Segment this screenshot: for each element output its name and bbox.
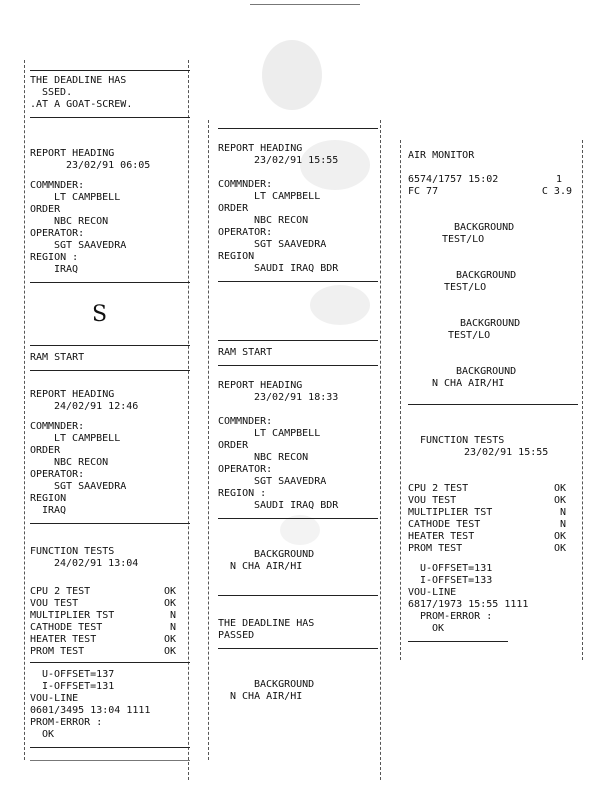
background-block bbox=[218, 679, 378, 703]
commander-label: COMMNDER: bbox=[218, 179, 273, 190]
report-datetime: 23/02/91 15:55 bbox=[254, 155, 339, 166]
test-row bbox=[408, 483, 578, 495]
column-edge-line bbox=[582, 140, 583, 660]
function-tests-block bbox=[408, 435, 578, 642]
deadline-line: PASSED bbox=[218, 630, 255, 641]
ram-start-label: RAM START bbox=[30, 352, 85, 363]
test-name: PROM TEST bbox=[408, 543, 463, 554]
background-block bbox=[408, 366, 578, 390]
prom-error-value: OK bbox=[42, 729, 55, 740]
background-value: TEST/LO bbox=[444, 282, 487, 293]
test-result: N bbox=[559, 519, 566, 530]
order-label: ORDER bbox=[218, 440, 249, 451]
test-result: N bbox=[169, 622, 176, 633]
report-heading-title: REPORT HEADING bbox=[30, 148, 115, 159]
background-block bbox=[408, 270, 578, 294]
test-name: CATHODE TEST bbox=[408, 519, 481, 530]
column-edge-line bbox=[208, 120, 209, 760]
background-label: BACKGROUND bbox=[254, 679, 315, 690]
report-heading-block bbox=[30, 148, 190, 276]
operator-value: SGT SAAVEDRA bbox=[254, 476, 327, 487]
region-value: IRAQ bbox=[54, 264, 79, 275]
test-result: OK bbox=[553, 483, 566, 494]
air-monitor-c-value: C 3.9 bbox=[541, 186, 572, 197]
test-result: OK bbox=[163, 598, 176, 609]
air-monitor-line bbox=[408, 174, 578, 186]
background-value: N CHA AIR/HI bbox=[230, 691, 303, 702]
scan-noise bbox=[262, 40, 322, 110]
test-name: VOU TEST bbox=[30, 598, 79, 609]
test-result: N bbox=[169, 610, 176, 621]
air-monitor-title: AIR MONITOR bbox=[408, 150, 475, 161]
background-value: TEST/LO bbox=[448, 330, 491, 341]
function-tests-datetime: 24/02/91 13:04 bbox=[54, 558, 139, 569]
vou-line-label: VOU-LINE bbox=[408, 587, 457, 598]
function-tests-title: FUNCTION TESTS bbox=[420, 435, 505, 446]
column-edge-line bbox=[400, 140, 401, 660]
operator-value: SGT SAAVEDRA bbox=[54, 240, 127, 251]
air-monitor-line bbox=[408, 186, 578, 198]
printout-column-1 bbox=[30, 70, 190, 754]
test-name: HEATER TEST bbox=[30, 634, 97, 645]
operator-label: OPERATOR: bbox=[30, 228, 85, 239]
test-name: VOU TEST bbox=[408, 495, 457, 506]
deadline-line: .AT A GOAT-SCREW. bbox=[30, 99, 133, 110]
background-label: BACKGROUND bbox=[254, 549, 315, 560]
deadline-notice bbox=[218, 618, 378, 642]
background-label: BACKGROUND bbox=[454, 222, 515, 233]
test-result: OK bbox=[553, 531, 566, 542]
column-edge-line bbox=[380, 120, 381, 780]
report-heading-block bbox=[218, 380, 378, 512]
background-block bbox=[218, 549, 378, 573]
prom-error-label: PROM-ERROR : bbox=[420, 611, 493, 622]
function-tests-datetime: 23/02/91 15:55 bbox=[464, 447, 549, 458]
test-row bbox=[30, 634, 190, 646]
vou-line-value: 6817/1973 15:55 1111 bbox=[408, 599, 529, 610]
bottom-edge-line bbox=[30, 760, 190, 761]
background-value: TEST/LO bbox=[442, 234, 485, 245]
function-tests-title: FUNCTION TESTS bbox=[30, 546, 115, 557]
test-row bbox=[408, 495, 578, 507]
background-label: BACKGROUND bbox=[460, 318, 521, 329]
u-offset: U-OFFSET=131 bbox=[420, 563, 493, 574]
region-label: REGION bbox=[218, 251, 255, 262]
vou-line-value: 0601/3495 13:04 1111 bbox=[30, 705, 151, 716]
commander-label: COMMNDER: bbox=[30, 421, 85, 432]
order-value: NBC RECON bbox=[254, 452, 309, 463]
test-row bbox=[30, 598, 190, 610]
commander-value: LT CAMPBELL bbox=[254, 191, 321, 202]
test-name: HEATER TEST bbox=[408, 531, 475, 542]
air-monitor-fc: FC 77 bbox=[408, 186, 439, 197]
region-label: REGION : bbox=[218, 488, 267, 499]
region-value: SAUDI IRAQ BDR bbox=[254, 500, 339, 511]
commander-value: LT CAMPBELL bbox=[54, 192, 121, 203]
region-value: IRAQ bbox=[42, 505, 67, 516]
prom-error-label: PROM-ERROR : bbox=[30, 717, 103, 728]
test-result: N bbox=[559, 507, 566, 518]
report-heading-block bbox=[30, 389, 190, 517]
commander-value: LT CAMPBELL bbox=[54, 433, 121, 444]
commander-value: LT CAMPBELL bbox=[254, 428, 321, 439]
order-label: ORDER bbox=[218, 203, 249, 214]
test-row bbox=[30, 610, 190, 622]
report-datetime: 23/02/91 18:33 bbox=[254, 392, 339, 403]
test-name: PROM TEST bbox=[30, 646, 85, 657]
report-datetime: 23/02/91 06:05 bbox=[66, 160, 151, 171]
deadline-line: SSED. bbox=[42, 87, 73, 98]
deadline-notice bbox=[30, 70, 190, 111]
test-name: CPU 2 TEST bbox=[30, 586, 91, 597]
order-label: ORDER bbox=[30, 204, 61, 215]
ram-start-label: RAM START bbox=[218, 347, 273, 358]
report-heading-title: REPORT HEADING bbox=[30, 389, 115, 400]
region-label: REGION bbox=[30, 493, 67, 504]
commander-label: COMMNDER: bbox=[218, 416, 273, 427]
order-label: ORDER bbox=[30, 445, 61, 456]
test-result: OK bbox=[163, 646, 176, 657]
order-value: NBC RECON bbox=[54, 216, 109, 227]
test-name: CPU 2 TEST bbox=[408, 483, 469, 494]
report-datetime: 24/02/91 12:46 bbox=[54, 401, 139, 412]
operator-label: OPERATOR: bbox=[218, 227, 273, 238]
test-result: OK bbox=[163, 634, 176, 645]
test-row bbox=[408, 519, 578, 531]
test-row bbox=[30, 646, 190, 658]
commander-label: COMMNDER: bbox=[30, 180, 85, 191]
test-result: OK bbox=[163, 586, 176, 597]
printout-column-2 bbox=[218, 128, 378, 703]
operator-value: SGT SAAVEDRA bbox=[254, 239, 327, 250]
air-monitor-reading: 6574/1757 15:02 bbox=[408, 174, 499, 185]
background-value: N CHA AIR/HI bbox=[432, 378, 505, 389]
report-heading-row bbox=[218, 143, 378, 155]
operator-label: OPERATOR: bbox=[30, 469, 85, 480]
test-row bbox=[408, 543, 578, 555]
region-label: REGION : bbox=[30, 252, 79, 263]
handwritten-mark: S bbox=[92, 302, 108, 327]
test-result: OK bbox=[553, 543, 566, 554]
report-heading-title: REPORT HEADING bbox=[218, 380, 303, 391]
deadline-line: THE DEADLINE HAS bbox=[218, 618, 315, 629]
i-offset: I-OFFSET=133 bbox=[420, 575, 493, 586]
test-result: OK bbox=[553, 495, 566, 506]
background-block bbox=[408, 318, 578, 342]
column-edge-line bbox=[24, 60, 25, 760]
i-offset: I-OFFSET=131 bbox=[42, 681, 115, 692]
test-row bbox=[408, 507, 578, 519]
order-value: NBC RECON bbox=[54, 457, 109, 468]
operator-label: OPERATOR: bbox=[218, 464, 273, 475]
background-value: N CHA AIR/HI bbox=[230, 561, 303, 572]
order-value: NBC RECON bbox=[254, 215, 309, 226]
test-row bbox=[30, 622, 190, 634]
region-value: SAUDI IRAQ BDR bbox=[254, 263, 339, 274]
test-name: MULTIPLIER TST bbox=[408, 507, 493, 518]
printout-column-3 bbox=[408, 150, 578, 648]
background-block bbox=[408, 222, 578, 246]
air-monitor-count: 1 bbox=[555, 174, 562, 185]
operator-value: SGT SAAVEDRA bbox=[54, 481, 127, 492]
vou-line-label: VOU-LINE bbox=[30, 693, 79, 704]
test-row bbox=[408, 531, 578, 543]
report-heading-block bbox=[218, 143, 378, 275]
u-offset: U-OFFSET=137 bbox=[42, 669, 115, 680]
function-tests-block bbox=[30, 546, 190, 748]
report-heading-title: REPORT HEADING bbox=[218, 143, 303, 154]
prom-error-value: OK bbox=[432, 623, 445, 634]
background-label: BACKGROUND bbox=[456, 270, 517, 281]
background-label: BACKGROUND bbox=[456, 366, 517, 377]
test-row bbox=[30, 586, 190, 598]
deadline-line: THE DEADLINE HAS bbox=[30, 75, 127, 86]
test-name: MULTIPLIER TST bbox=[30, 610, 115, 621]
top-edge-line bbox=[250, 4, 360, 5]
test-name: CATHODE TEST bbox=[30, 622, 103, 633]
